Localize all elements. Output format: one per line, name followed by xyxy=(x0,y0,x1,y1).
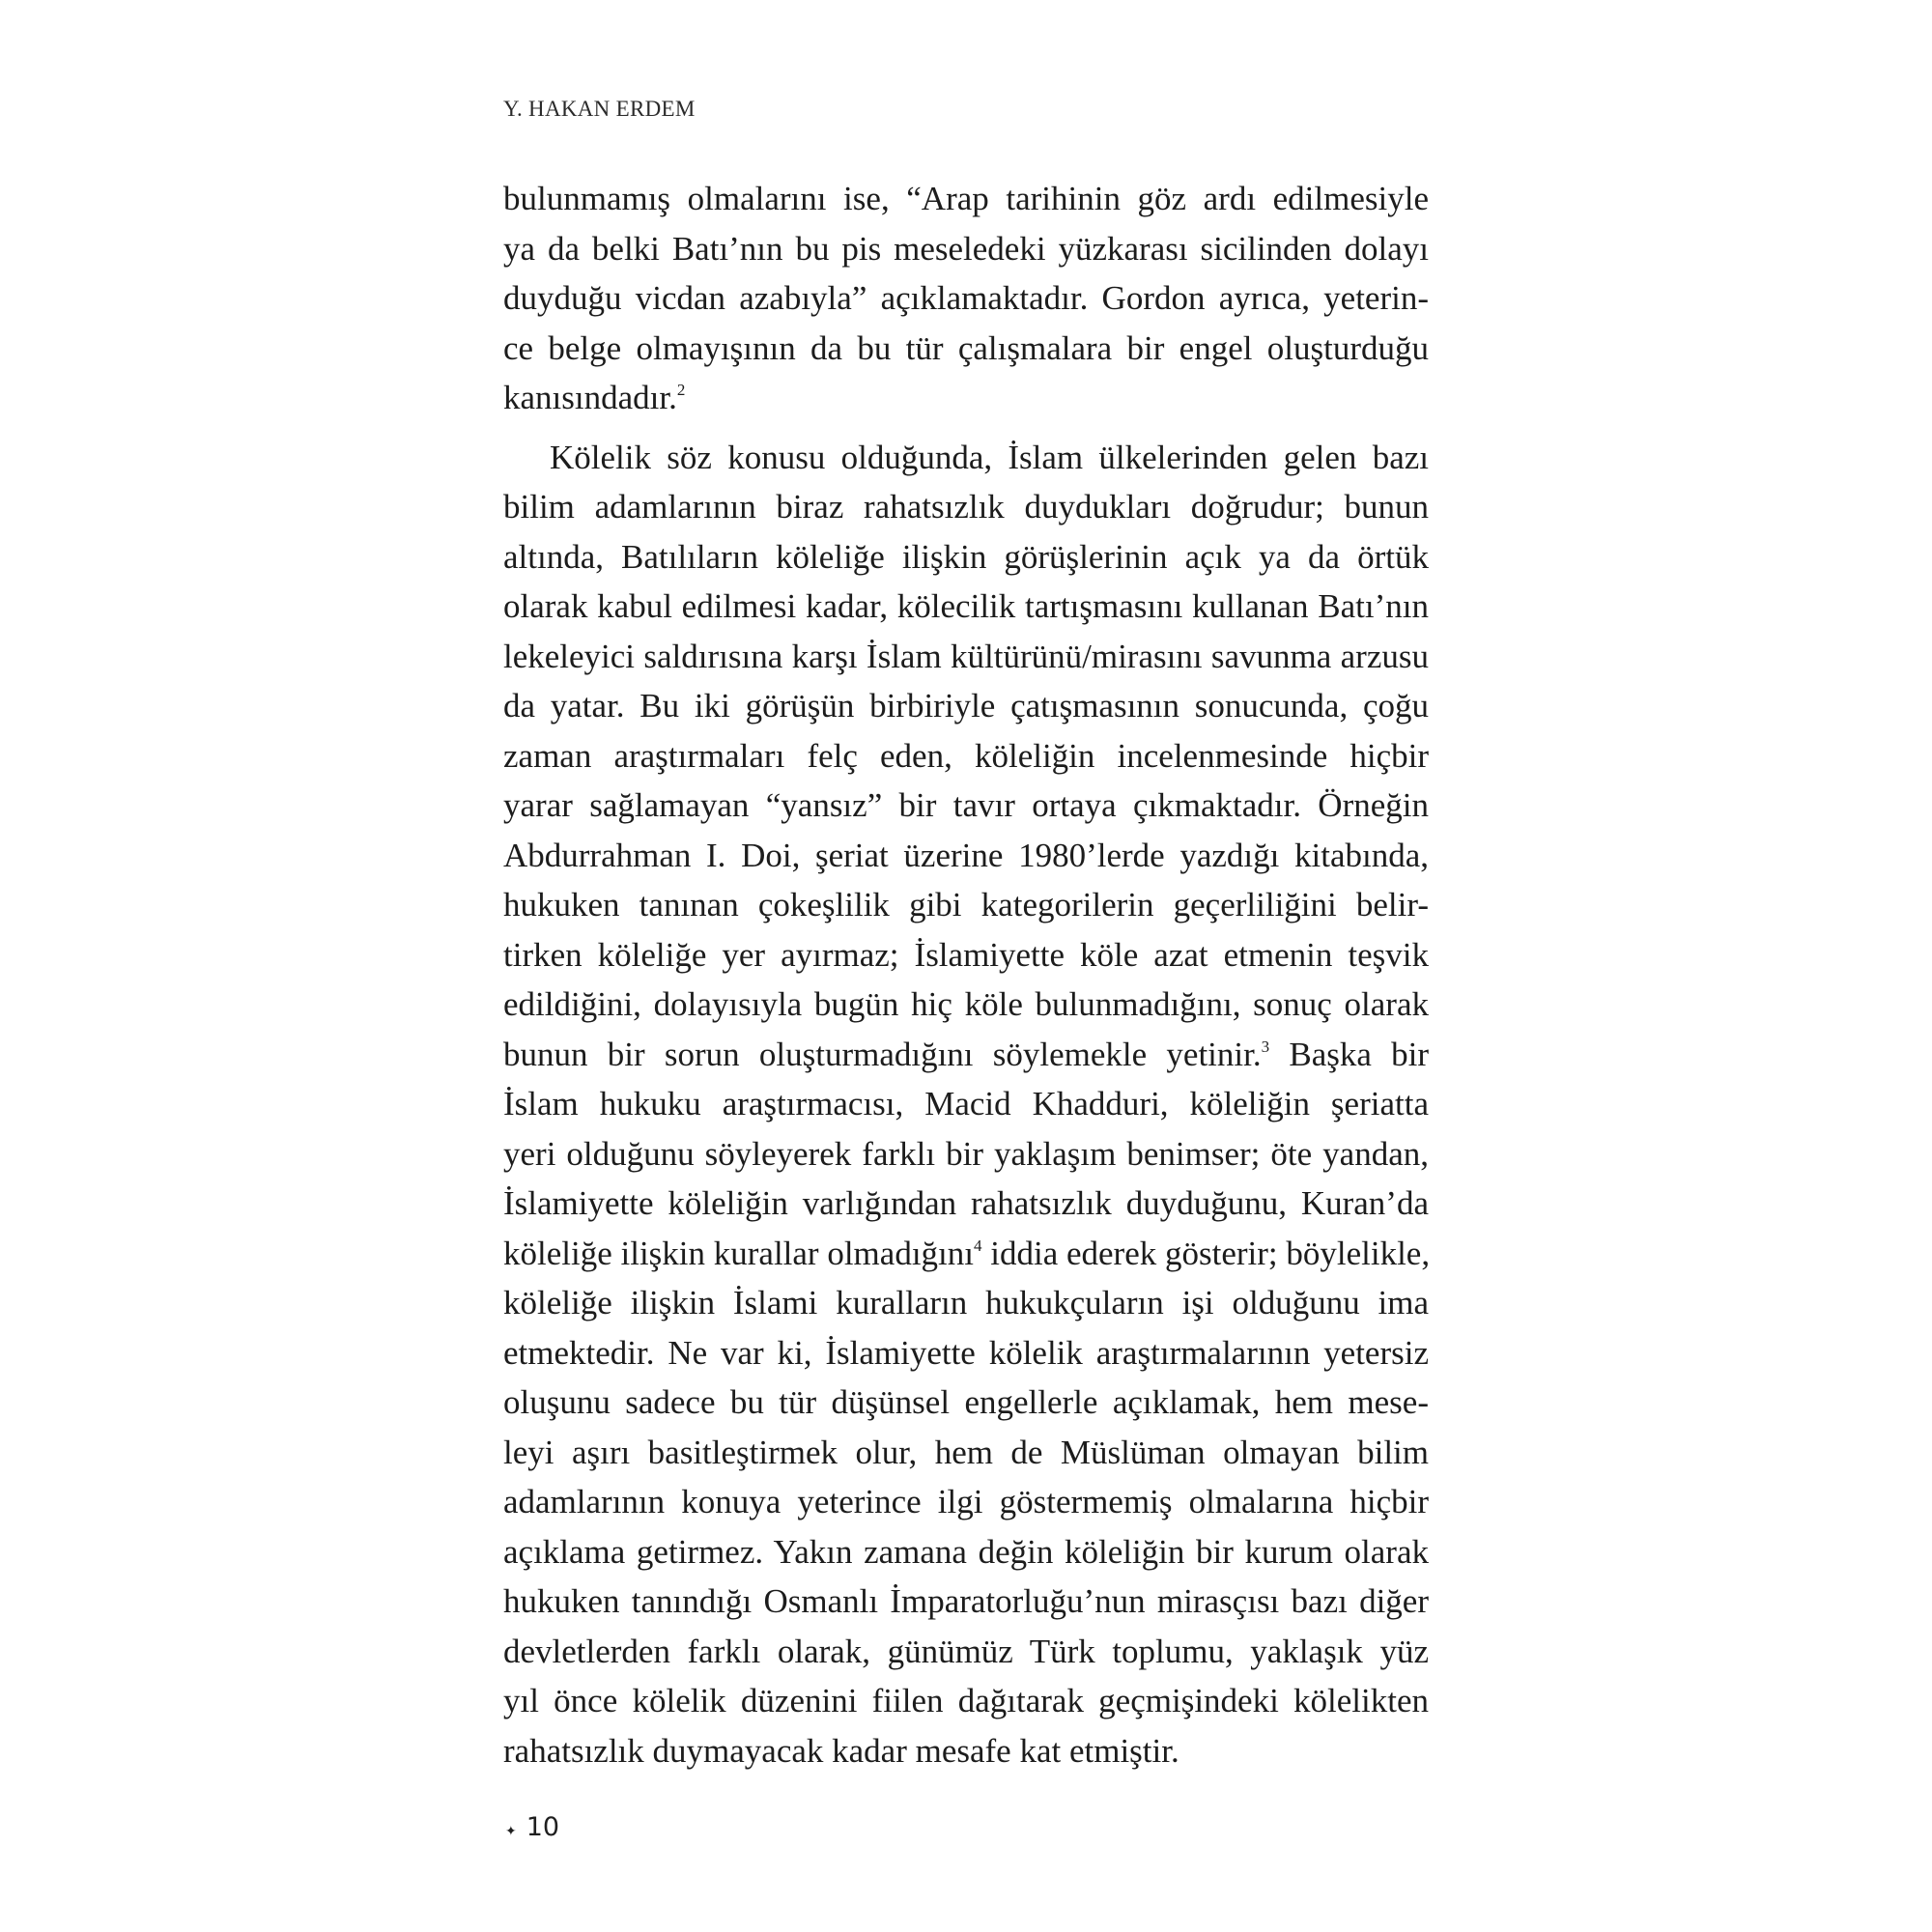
text-line: hukuken tanındığı Osmanlı İmparatorluğu’nun mirasçısı bazı diğer xyxy=(503,1582,1429,1620)
text-line: zaman araştırmaları felç eden, köleliğin incelenmesinde hiçbir xyxy=(503,736,1429,775)
text-line: rahatsızlık duymayacak kadar mesafe kat etmiştir. xyxy=(503,1731,1179,1770)
text-line: edildiğini, dolayısıyla bugün hiç köle bulunmadığını, sonuç olarak xyxy=(503,985,1429,1023)
page-number: 10 xyxy=(526,1812,560,1842)
text-line: açıklama getirmez. Yakın zamana değin köleliğin bir kurum olarak xyxy=(503,1532,1429,1571)
text-fragment: bunun bir sorun oluşturmadığını söylemekle yetinir. xyxy=(503,1035,1262,1073)
text-line: Kölelik söz konusu olduğunda, İslam ülkelerinden gelen bazı xyxy=(550,438,1429,476)
footnote-ref-2[interactable]: 2 xyxy=(676,381,686,399)
text-line: leyi aşırı basitleştirmek olur, hem de Müslüman olmayan bilim xyxy=(503,1433,1429,1471)
paragraph-2 xyxy=(503,433,1429,1776)
footnote-ref-3[interactable]: 3 xyxy=(1261,1037,1270,1056)
running-head: Y. HAKAN ERDEM xyxy=(503,97,696,121)
text-line: altında, Batılıların köleliğe ilişkin görüşlerinin açık ya da örtük xyxy=(503,537,1429,576)
text-line: İslamiyette köleliğin varlığından rahatsızlık duyduğunu, Kuran’da xyxy=(503,1184,1429,1222)
star-ornament-icon: ✦ xyxy=(505,1823,517,1839)
text-line: ce belge olmayışının da bu tür çalışmalara bir engel oluşturduğu xyxy=(503,328,1429,367)
text-line: adamlarının konuya yeterince ilgi göstermemiş olmalarına hiçbir xyxy=(503,1483,1429,1520)
text-fragment: iddia ederek gösterir; böylelikle, xyxy=(981,1234,1431,1272)
text-line: devletlerden farklı olarak, günümüz Türk toplumu, yaklaşık yüz xyxy=(503,1632,1429,1670)
text-line: da yatar. Bu iki görüşün birbiriyle çatışmasının sonucunda, çoğu xyxy=(503,687,1429,724)
text-line: bilim adamlarının biraz rahatsızlık duydukları doğrudur; bunun xyxy=(503,488,1429,526)
text-line: yarar sağlamayan “yansız” bir tavır ortaya çıkmaktadır. Örneğin xyxy=(503,786,1429,824)
footnote-ref-4[interactable]: 4 xyxy=(974,1236,982,1255)
text-line: ya da belki Batı’nın bu pis meseledeki yüzkarası sicilinden dolayı xyxy=(503,229,1429,268)
text-line: tirken köleliğe yer ayırmaz; İslamiyette köle azat etmenin teşvik xyxy=(503,935,1429,974)
text-line: duyduğu vicdan azabıyla” açıklamaktadır. Gordon ayrıca, yeterin- xyxy=(503,279,1429,317)
text-line: İslam hukuku araştırmacısı, Macid Khadduri, köleliğin şeriatta xyxy=(503,1085,1429,1122)
text-line: lekeleyici saldırısına karşı İslam kültürünü/mirasını savunma arzusu xyxy=(503,637,1429,675)
text-line xyxy=(503,1229,1429,1279)
text-line: hukuken tanınan çokeşlilik gibi kategorilerin geçerliliğini belir- xyxy=(503,886,1429,923)
body-text xyxy=(503,174,1429,1776)
text-line xyxy=(503,1030,1429,1080)
text-line: bulunmamış olmalarını ise, “Arap tarihinin göz ardı edilmesiyle xyxy=(503,180,1429,217)
text-fragment: köleliğe ilişkin kurallar olmadığını xyxy=(503,1234,974,1272)
text-fragment: kanısındadır. xyxy=(503,379,677,416)
text-line xyxy=(503,373,1429,423)
paragraph-1 xyxy=(503,174,1429,423)
page-footer xyxy=(505,1812,559,1842)
paragraph-spacer xyxy=(503,423,1429,433)
text-line: yıl önce kölelik düzenini fiilen dağıtarak geçmişindeki kölelikten xyxy=(503,1682,1429,1719)
text-fragment: Başka bir xyxy=(1269,1035,1430,1073)
text-line: etmektedir. Ne var ki, İslamiyette kölelik araştırmalarının yetersiz xyxy=(503,1333,1429,1372)
text-line: yeri olduğunu söyleyerek farklı bir yaklaşım benimser; öte yandan, xyxy=(503,1134,1429,1173)
text-line: Abdurrahman I. Doi, şeriat üzerine 1980’lerde yazdığı kitabında, xyxy=(503,836,1429,874)
text-line: köleliğe ilişkin İslami kuralların hukukçuların işi olduğunu ima xyxy=(503,1284,1429,1321)
text-line: oluşunu sadece bu tür düşünsel engellerle açıklamak, hem mese- xyxy=(503,1383,1429,1421)
text-line: olarak kabul edilmesi kadar, kölecilik tartışmasını kullanan Batı’nın xyxy=(503,587,1429,625)
